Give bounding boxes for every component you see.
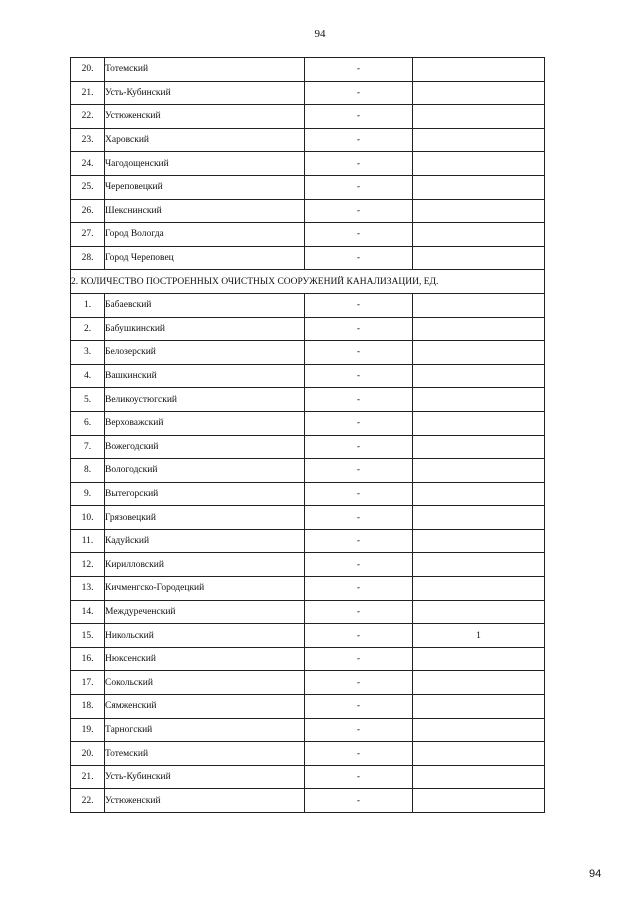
table-row bbox=[71, 128, 545, 152]
extra-value-cell bbox=[413, 718, 545, 742]
district-name-cell: Город Череповец bbox=[105, 246, 305, 270]
table-row bbox=[71, 789, 545, 813]
district-name-cell: Никольский bbox=[105, 624, 305, 648]
row-number-cell: 11. bbox=[71, 529, 105, 553]
value-cell: - bbox=[305, 105, 413, 129]
district-name-cell: Тарногский bbox=[105, 718, 305, 742]
table-row bbox=[71, 341, 545, 365]
district-name-cell: Устюженский bbox=[105, 789, 305, 813]
page-number-top: 94 bbox=[314, 28, 326, 40]
value-cell: - bbox=[305, 553, 413, 577]
district-name-cell: Верховажский bbox=[105, 411, 305, 435]
district-name-cell: Белозерский bbox=[105, 341, 305, 365]
district-name-cell: Тотемский bbox=[105, 742, 305, 766]
row-number-cell: 12. bbox=[71, 553, 105, 577]
table-row bbox=[71, 459, 545, 483]
district-name-cell: Усть-Кубинский bbox=[105, 765, 305, 789]
row-number-cell: 27. bbox=[71, 223, 105, 247]
district-name-cell: Нюксенский bbox=[105, 647, 305, 671]
district-name-cell: Вытегорский bbox=[105, 482, 305, 506]
value-cell: - bbox=[305, 459, 413, 483]
extra-value-cell bbox=[413, 411, 545, 435]
district-name-cell: Кадуйский bbox=[105, 529, 305, 553]
row-number-cell: 25. bbox=[71, 175, 105, 199]
value-cell: - bbox=[305, 506, 413, 530]
table-row bbox=[71, 529, 545, 553]
value-cell: - bbox=[305, 671, 413, 695]
value-cell: - bbox=[305, 411, 413, 435]
row-number-cell: 17. bbox=[71, 671, 105, 695]
extra-value-cell bbox=[413, 293, 545, 317]
row-number-cell: 9. bbox=[71, 482, 105, 506]
extra-value-cell bbox=[413, 175, 545, 199]
table-row bbox=[71, 152, 545, 176]
district-name-cell: Усть-Кубинский bbox=[105, 81, 305, 105]
district-name-cell: Тотемский bbox=[105, 58, 305, 82]
row-number-cell: 28. bbox=[71, 246, 105, 270]
table-row bbox=[71, 600, 545, 624]
extra-value-cell bbox=[413, 105, 545, 129]
data-table bbox=[70, 57, 545, 813]
district-name-cell: Шекснинский bbox=[105, 199, 305, 223]
value-cell: - bbox=[305, 435, 413, 459]
table-row bbox=[71, 647, 545, 671]
row-number-cell: 3. bbox=[71, 341, 105, 365]
extra-value-cell bbox=[413, 435, 545, 459]
extra-value-cell bbox=[413, 600, 545, 624]
value-cell: - bbox=[305, 246, 413, 270]
extra-value-cell: 1 bbox=[413, 624, 545, 648]
table-row bbox=[71, 388, 545, 412]
district-name-cell: Кирилловский bbox=[105, 553, 305, 577]
section-heading: 2. КОЛИЧЕСТВО ПОСТРОЕННЫХ ОЧИСТНЫХ СООРУЖЕНИЙ КАНАЛИЗАЦИИ, ЕД. bbox=[71, 270, 545, 294]
row-number-cell: 26. bbox=[71, 199, 105, 223]
table-row bbox=[71, 364, 545, 388]
row-number-cell: 14. bbox=[71, 600, 105, 624]
value-cell: - bbox=[305, 58, 413, 82]
extra-value-cell bbox=[413, 341, 545, 365]
district-name-cell: Великоустюгский bbox=[105, 388, 305, 412]
table-row bbox=[71, 199, 545, 223]
row-number-cell: 20. bbox=[71, 58, 105, 82]
extra-value-cell bbox=[413, 81, 545, 105]
extra-value-cell bbox=[413, 459, 545, 483]
value-cell: - bbox=[305, 789, 413, 813]
extra-value-cell bbox=[413, 223, 545, 247]
table-row bbox=[71, 246, 545, 270]
row-number-cell: 21. bbox=[71, 765, 105, 789]
table-row bbox=[71, 317, 545, 341]
district-name-cell: Сямженский bbox=[105, 695, 305, 719]
extra-value-cell bbox=[413, 58, 545, 82]
row-number-cell: 19. bbox=[71, 718, 105, 742]
table-row bbox=[71, 765, 545, 789]
table-row bbox=[71, 435, 545, 459]
table-row bbox=[71, 482, 545, 506]
extra-value-cell bbox=[413, 482, 545, 506]
row-number-cell: 20. bbox=[71, 742, 105, 766]
row-number-cell: 6. bbox=[71, 411, 105, 435]
row-number-cell: 1. bbox=[71, 293, 105, 317]
extra-value-cell bbox=[413, 695, 545, 719]
district-name-cell: Вологодский bbox=[105, 459, 305, 483]
row-number-cell: 8. bbox=[71, 459, 105, 483]
row-number-cell: 23. bbox=[71, 128, 105, 152]
table-row bbox=[71, 223, 545, 247]
district-name-cell: Междуреченский bbox=[105, 600, 305, 624]
extra-value-cell bbox=[413, 246, 545, 270]
value-cell: - bbox=[305, 695, 413, 719]
value-cell: - bbox=[305, 128, 413, 152]
extra-value-cell bbox=[413, 364, 545, 388]
value-cell: - bbox=[305, 718, 413, 742]
row-number-cell: 22. bbox=[71, 105, 105, 129]
row-number-cell: 10. bbox=[71, 506, 105, 530]
row-number-cell: 2. bbox=[71, 317, 105, 341]
value-cell: - bbox=[305, 293, 413, 317]
value-cell: - bbox=[305, 341, 413, 365]
district-name-cell: Харовский bbox=[105, 128, 305, 152]
extra-value-cell bbox=[413, 199, 545, 223]
page-number-bottom: 94 bbox=[589, 868, 602, 880]
table-row bbox=[71, 58, 545, 82]
value-cell: - bbox=[305, 765, 413, 789]
row-number-cell: 16. bbox=[71, 647, 105, 671]
value-cell: - bbox=[305, 152, 413, 176]
district-name-cell: Город Вологда bbox=[105, 223, 305, 247]
section-heading-row bbox=[71, 270, 545, 294]
row-number-cell: 21. bbox=[71, 81, 105, 105]
extra-value-cell bbox=[413, 789, 545, 813]
value-cell: - bbox=[305, 624, 413, 648]
extra-value-cell bbox=[413, 506, 545, 530]
value-cell: - bbox=[305, 647, 413, 671]
district-name-cell: Устюженский bbox=[105, 105, 305, 129]
value-cell: - bbox=[305, 223, 413, 247]
extra-value-cell bbox=[413, 765, 545, 789]
value-cell: - bbox=[305, 577, 413, 601]
table-row bbox=[71, 411, 545, 435]
district-name-cell: Грязовецкий bbox=[105, 506, 305, 530]
district-name-cell: Кичменгско-Городецкий bbox=[105, 577, 305, 601]
extra-value-cell bbox=[413, 388, 545, 412]
table-row bbox=[71, 695, 545, 719]
row-number-cell: 7. bbox=[71, 435, 105, 459]
extra-value-cell bbox=[413, 317, 545, 341]
table-row bbox=[71, 506, 545, 530]
row-number-cell: 18. bbox=[71, 695, 105, 719]
value-cell: - bbox=[305, 364, 413, 388]
value-cell: - bbox=[305, 175, 413, 199]
district-name-cell: Бабушкинский bbox=[105, 317, 305, 341]
district-name-cell: Вожегодский bbox=[105, 435, 305, 459]
district-name-cell: Череповецкий bbox=[105, 175, 305, 199]
table-row bbox=[71, 175, 545, 199]
extra-value-cell bbox=[413, 128, 545, 152]
extra-value-cell bbox=[413, 671, 545, 695]
value-cell: - bbox=[305, 317, 413, 341]
extra-value-cell bbox=[413, 529, 545, 553]
row-number-cell: 15. bbox=[71, 624, 105, 648]
value-cell: - bbox=[305, 199, 413, 223]
district-name-cell: Вашкинский bbox=[105, 364, 305, 388]
district-name-cell: Сокольский bbox=[105, 671, 305, 695]
extra-value-cell bbox=[413, 742, 545, 766]
extra-value-cell bbox=[413, 577, 545, 601]
row-number-cell: 22. bbox=[71, 789, 105, 813]
row-number-cell: 5. bbox=[71, 388, 105, 412]
value-cell: - bbox=[305, 388, 413, 412]
value-cell: - bbox=[305, 81, 413, 105]
table-row bbox=[71, 293, 545, 317]
extra-value-cell bbox=[413, 647, 545, 671]
district-name-cell: Чагодощенский bbox=[105, 152, 305, 176]
table-row bbox=[71, 624, 545, 648]
value-cell: - bbox=[305, 742, 413, 766]
extra-value-cell bbox=[413, 553, 545, 577]
row-number-cell: 24. bbox=[71, 152, 105, 176]
extra-value-cell bbox=[413, 152, 545, 176]
table-row bbox=[71, 742, 545, 766]
row-number-cell: 4. bbox=[71, 364, 105, 388]
value-cell: - bbox=[305, 600, 413, 624]
value-cell: - bbox=[305, 529, 413, 553]
value-cell: - bbox=[305, 482, 413, 506]
table-row bbox=[71, 671, 545, 695]
table-row bbox=[71, 553, 545, 577]
table-row bbox=[71, 105, 545, 129]
table-row bbox=[71, 718, 545, 742]
district-name-cell: Бабаевский bbox=[105, 293, 305, 317]
table-row bbox=[71, 577, 545, 601]
row-number-cell: 13. bbox=[71, 577, 105, 601]
table-row bbox=[71, 81, 545, 105]
